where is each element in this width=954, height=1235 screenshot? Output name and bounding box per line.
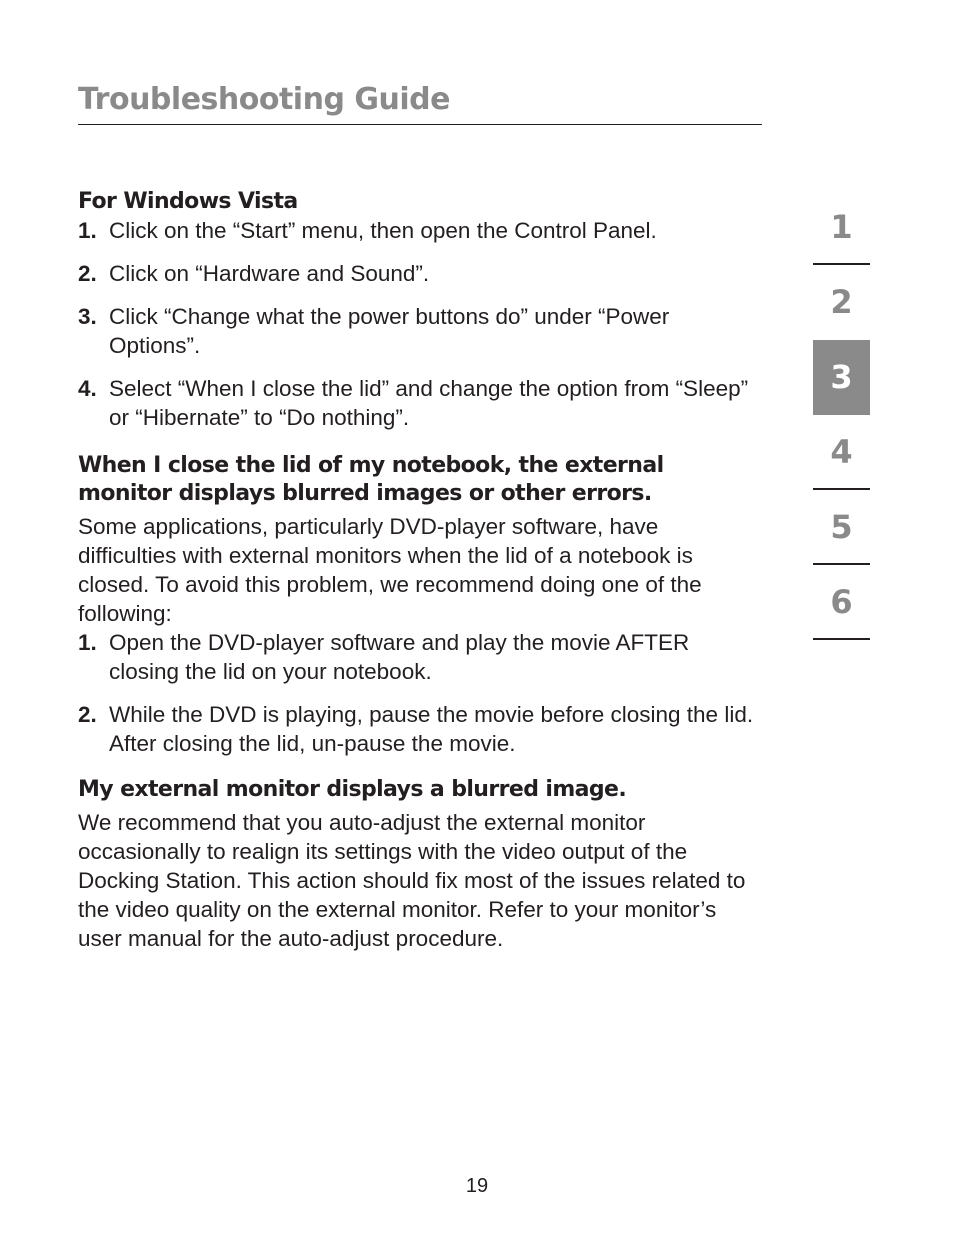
- step-text: Click “Change what the power buttons do” under “Power Options”.: [109, 304, 670, 358]
- list-item: [78, 302, 758, 360]
- chapter-tab-3[interactable]: [813, 340, 870, 415]
- chapter-tab-2[interactable]: [813, 265, 870, 340]
- chapter-tab-4[interactable]: [813, 415, 870, 490]
- title-divider: [78, 124, 762, 125]
- main-content: [78, 188, 758, 953]
- chapter-tab-label: 4: [830, 433, 853, 471]
- chapter-tab-label: 1: [830, 208, 853, 246]
- step-text: Click on the “Start” menu, then open the Control Panel.: [109, 218, 657, 243]
- section-heading-lid-closed: When I close the lid of my notebook, the external monitor displays blurred images or other errors.: [78, 453, 664, 506]
- page-title: Troubleshooting Guide: [78, 82, 450, 117]
- list-item: [78, 700, 758, 758]
- step-text: Open the DVD-player software and play the movie AFTER closing the lid on your notebook.: [109, 630, 690, 684]
- chapter-tab-label: 6: [830, 583, 853, 621]
- section-blurred-image: [78, 776, 758, 953]
- chapter-tabs: [813, 190, 870, 640]
- step-text: Select “When I close the lid” and change the option from “Sleep” or “Hibernate” to “Do nothing”.: [109, 376, 749, 430]
- section-body-lid-closed: Some applications, particularly DVD-player software, have difficulties with external monitors when the lid of a notebook is closed. To avoid this problem, we recommend doing one of the following:: [78, 514, 702, 626]
- chapter-tab-1[interactable]: [813, 190, 870, 265]
- section-body-blurred-image: We recommend that you auto-adjust the external monitor occasionally to realign its settings with the video output of the Docking Station. This action should fix most of the issues related to the video quality on the external monitor. Refer to your monitor’s user manual for the auto-adjust procedure.: [78, 810, 746, 951]
- chapter-tab-5[interactable]: [813, 490, 870, 565]
- step-number: 1.: [78, 218, 97, 243]
- list-item: [78, 216, 758, 245]
- chapter-tab-label: 3: [830, 358, 853, 396]
- list-item: [78, 628, 758, 686]
- step-text: While the DVD is playing, pause the movie before closing the lid. After closing the lid, un-pause the movie.: [109, 702, 754, 756]
- section-heading-blurred-image: My external monitor displays a blurred image.: [78, 777, 627, 802]
- steps-list-windows-vista: [78, 216, 758, 432]
- section-windows-vista: [78, 188, 758, 432]
- steps-list-lid-closed: [78, 628, 758, 758]
- section-heading-windows-vista: For Windows Vista: [78, 189, 298, 214]
- list-item: [78, 259, 758, 288]
- step-number: 2.: [78, 702, 97, 727]
- step-number: 4.: [78, 376, 97, 401]
- list-item: [78, 374, 758, 432]
- section-lid-closed: [78, 452, 758, 758]
- step-number: 2.: [78, 261, 97, 286]
- step-number: 3.: [78, 304, 97, 329]
- step-number: 1.: [78, 630, 97, 655]
- chapter-tab-label: 5: [830, 508, 853, 546]
- page-number: 19: [465, 1175, 489, 1197]
- chapter-tab-label: 2: [830, 283, 853, 321]
- step-text: Click on “Hardware and Sound”.: [109, 261, 430, 286]
- chapter-tab-6[interactable]: [813, 565, 870, 640]
